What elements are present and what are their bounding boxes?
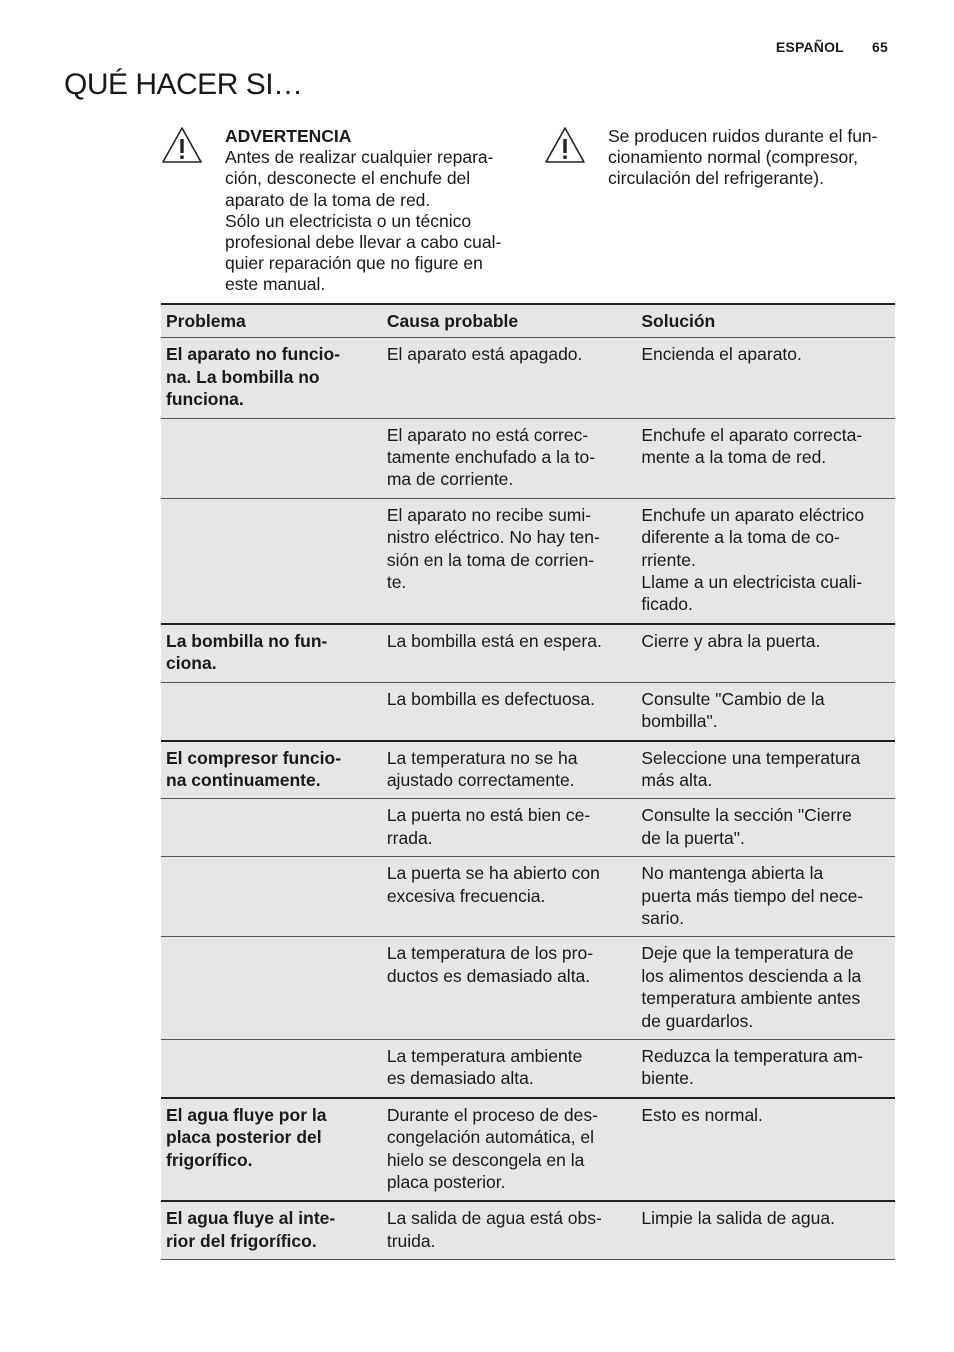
solution-cell-line: los alimentos descienda a la <box>641 965 862 986</box>
problem-cell-line: ciona. <box>166 653 217 674</box>
problem-cell <box>161 1098 377 1202</box>
table-body <box>161 338 895 1260</box>
problem-cell-line: El compresor funcio- <box>166 747 342 768</box>
cause-cell-line: La bombilla está en espera. <box>386 630 602 651</box>
table-row <box>161 857 895 937</box>
warning-line: quier reparación que no figure en <box>225 253 483 274</box>
solution-cell-line: rriente. <box>641 549 696 570</box>
table-row <box>161 338 895 418</box>
column-header-problem: Problema <box>161 304 377 338</box>
solution-cell-line: Seleccione una temperatura <box>641 747 861 768</box>
note-line: Se producen ruidos durante el fun- <box>608 126 878 146</box>
cause-cell <box>377 1039 632 1097</box>
problem-cell-line: El agua fluye por la <box>166 1104 327 1125</box>
solution-cell-line: Reduzca la temperatura am- <box>641 1045 864 1066</box>
table-row <box>161 1098 895 1202</box>
column-header-cause: Causa probable <box>377 304 632 338</box>
solution-cell-line: puerta más tiempo del nece- <box>641 885 864 906</box>
cause-cell-line: Durante el proceso de des- <box>386 1104 598 1125</box>
warning-triangle-icon <box>544 126 586 164</box>
problem-cell <box>161 498 377 624</box>
cause-cell-line: truida. <box>386 1230 436 1251</box>
cause-cell <box>377 498 632 624</box>
cause-cell <box>377 937 632 1040</box>
cause-cell <box>377 741 632 799</box>
cause-cell-line: congelación automática, el <box>386 1127 595 1148</box>
solution-cell-line: Esto es normal. <box>641 1104 763 1125</box>
cause-cell-line: ajustado correctamente. <box>386 769 575 790</box>
problem-cell-line: na. La bombilla no <box>166 366 320 387</box>
warning-line: Antes de realizar cualquier repara- <box>225 147 494 168</box>
solution-cell-line: Encienda el aparato. <box>641 344 802 365</box>
warning-block-right <box>544 126 896 190</box>
cause-cell <box>377 624 632 682</box>
problem-cell <box>161 937 377 1040</box>
problem-cell-line: El agua fluye al inte- <box>166 1208 336 1229</box>
cause-cell-line: es demasiado alta. <box>386 1068 534 1089</box>
cause-cell-line: El aparato no está correc- <box>386 424 589 445</box>
solution-cell-line: sario. <box>641 907 685 928</box>
troubleshooting-table <box>161 303 895 1260</box>
table-row <box>161 1201 895 1259</box>
problem-cell <box>161 857 377 937</box>
solution-cell-line: mente a la toma de red. <box>641 447 827 468</box>
cause-cell-line: nistro eléctrico. No hay ten- <box>386 527 600 548</box>
cause-cell-line: tamente enchufado a la to- <box>386 447 596 468</box>
cause-cell <box>377 682 632 740</box>
solution-cell-line: bombilla". <box>641 711 718 732</box>
solution-cell <box>631 799 895 857</box>
solution-cell <box>631 1039 895 1097</box>
table-row <box>161 799 895 857</box>
solution-cell-line: Limpie la salida de agua. <box>641 1208 835 1229</box>
cause-cell <box>377 338 632 418</box>
note-line: circulación del refrigerante). <box>608 168 824 189</box>
table-row <box>161 418 895 498</box>
cause-cell <box>377 1201 632 1259</box>
cause-cell-line: rrada. <box>386 827 433 848</box>
cause-cell-line: sión en la toma de corrien- <box>386 549 595 570</box>
table-header-row <box>161 304 895 338</box>
problem-cell-line: El aparato no funcio- <box>166 344 341 365</box>
solution-cell <box>631 937 895 1040</box>
solution-cell-line: ficado. <box>641 594 693 615</box>
cause-cell-line: La temperatura no se ha <box>386 747 578 768</box>
page-header <box>776 39 888 55</box>
warning-line: aparato de la toma de red. <box>225 189 431 210</box>
cause-cell-line: La temperatura de los pro- <box>386 943 594 964</box>
table-row <box>161 682 895 740</box>
solution-cell <box>631 498 895 624</box>
cause-cell-line: La salida de agua está obs- <box>386 1208 602 1229</box>
problem-cell <box>161 338 377 418</box>
solution-cell <box>631 1098 895 1202</box>
cause-cell <box>377 1098 632 1202</box>
solution-cell <box>631 857 895 937</box>
cause-cell-line: El aparato está apagado. <box>386 344 583 365</box>
problem-cell-line: na continuamente. <box>166 769 321 790</box>
solution-cell-line: Llame a un electricista cuali- <box>641 572 863 593</box>
solution-cell-line: diferente a la toma de co- <box>641 527 840 548</box>
solution-cell <box>631 338 895 418</box>
problem-cell <box>161 1201 377 1259</box>
solution-cell <box>631 1201 895 1259</box>
warning-block-left <box>161 126 516 296</box>
cause-cell-line: te. <box>386 572 407 593</box>
problem-cell-line: La bombilla no fun- <box>166 630 328 651</box>
warning-heading: ADVERTENCIA <box>225 126 352 146</box>
problem-cell-line: funciona. <box>166 389 244 410</box>
solution-cell-line: Enchufe un aparato eléctrico <box>641 504 865 525</box>
problem-cell-line: frigorífico. <box>166 1149 253 1170</box>
problem-cell <box>161 1039 377 1097</box>
solution-cell-line: No mantenga abierta la <box>641 863 824 884</box>
solution-cell <box>631 624 895 682</box>
solution-cell <box>631 682 895 740</box>
solution-cell <box>631 741 895 799</box>
cause-cell-line: La puerta se ha abierto con <box>386 863 600 884</box>
cause-cell-line: La bombilla es defectuosa. <box>386 688 596 709</box>
solution-cell-line: Enchufe el aparato correcta- <box>641 424 863 445</box>
solution-cell-line: Deje que la temperatura de <box>641 943 854 964</box>
cause-cell-line: excesiva frecuencia. <box>386 885 546 906</box>
note-line: cionamiento normal (compresor, <box>608 147 858 168</box>
page-title: QUÉ HACER SI… <box>64 68 303 101</box>
problem-cell-line: rior del frigorífico. <box>166 1230 317 1251</box>
solution-cell <box>631 418 895 498</box>
problem-cell <box>161 741 377 799</box>
table-row <box>161 498 895 624</box>
warning-line: este manual. <box>225 274 326 295</box>
solution-cell-line: biente. <box>641 1068 694 1089</box>
warning-line: ción, desconecte el enchufe del <box>225 168 471 189</box>
cause-cell <box>377 418 632 498</box>
cause-cell-line: hielo se descongela en la <box>386 1149 585 1170</box>
table-row <box>161 937 895 1040</box>
solution-cell-line: de guardarlos. <box>641 1010 754 1031</box>
problem-cell <box>161 624 377 682</box>
cause-cell-line: La puerta no está bien ce- <box>386 805 591 826</box>
cause-cell-line: ductos es demasiado alta. <box>386 965 591 986</box>
language-label: ESPAÑOL <box>775 39 844 55</box>
cause-cell-line: La temperatura ambiente <box>386 1045 583 1066</box>
warning-line: Sólo un electricista o un técnico <box>225 210 472 231</box>
cause-cell-line: El aparato no recibe sumi- <box>386 504 592 525</box>
column-header-solution: Solución <box>631 304 895 338</box>
solution-cell-line: Cierre y abra la puerta. <box>641 630 821 651</box>
solution-cell-line: temperatura ambiente antes <box>641 988 861 1009</box>
problem-cell <box>161 799 377 857</box>
solution-cell-line: Consulte la sección "Cierre <box>641 805 852 826</box>
solution-cell-line: de la puerta". <box>641 827 745 848</box>
solution-cell-line: Consulte "Cambio de la <box>641 688 825 709</box>
page-number: 65 <box>872 39 888 55</box>
problem-cell <box>161 682 377 740</box>
cause-cell <box>377 799 632 857</box>
table-row <box>161 1039 895 1097</box>
warning-text-right <box>608 126 896 190</box>
solution-cell-line: más alta. <box>641 769 713 790</box>
problem-cell <box>161 418 377 498</box>
problem-cell-line: placa posterior del <box>166 1127 322 1148</box>
warning-triangle-icon <box>161 126 203 164</box>
table-row <box>161 624 895 682</box>
cause-cell <box>377 857 632 937</box>
cause-cell-line: placa posterior. <box>386 1172 506 1192</box>
table-row <box>161 741 895 799</box>
cause-cell-line: ma de corriente. <box>386 469 514 490</box>
warning-text-left <box>225 126 516 296</box>
warning-line: profesional debe llevar a cabo cual- <box>225 232 502 253</box>
